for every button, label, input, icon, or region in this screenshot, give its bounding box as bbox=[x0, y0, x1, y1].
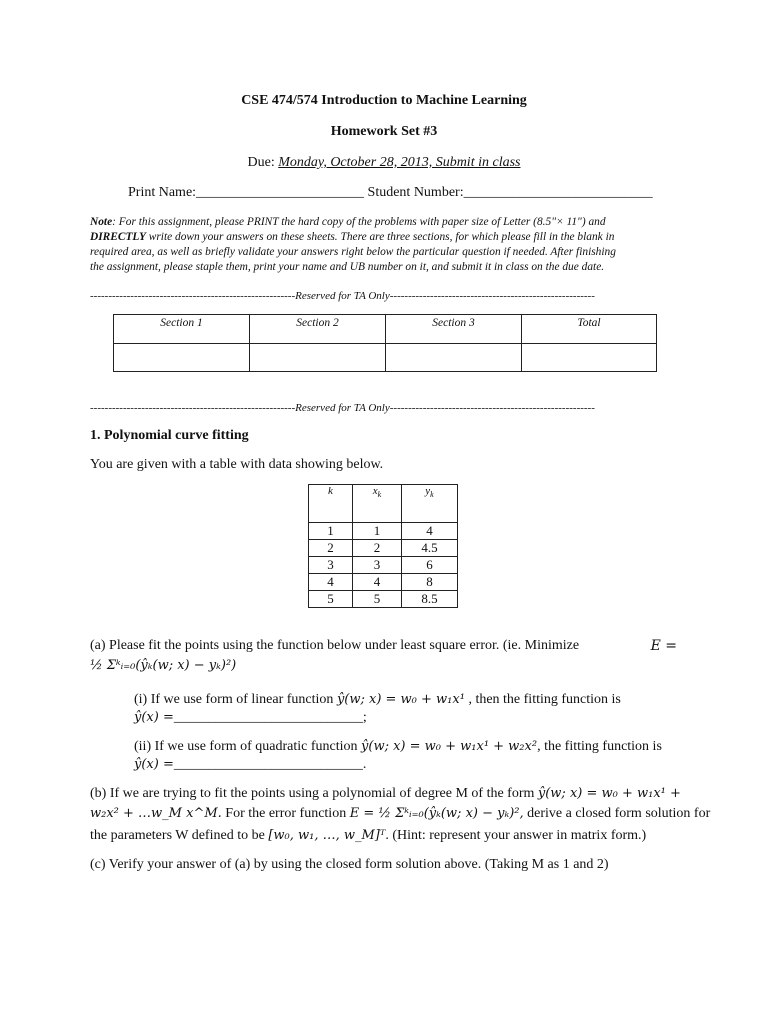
ta-divider-top bbox=[90, 290, 676, 302]
part-b-text-2: For the error function bbox=[225, 806, 347, 821]
due-label: Due: bbox=[247, 155, 275, 170]
table-cell: 4.5 bbox=[402, 540, 458, 557]
part-a-i bbox=[134, 692, 677, 708]
note-line-3: required area, as well as briefly validate your answers right below the particular question if needed. After finishing bbox=[90, 246, 616, 258]
part-a-ii-yhat: ŷ(x) = bbox=[134, 757, 174, 772]
due-date: Monday, October 28, 2013, Submit in class bbox=[278, 155, 521, 170]
table-row bbox=[309, 540, 458, 557]
note-directly: DIRECTLY bbox=[90, 231, 146, 243]
part-b-line-1 bbox=[90, 786, 681, 802]
part-b-text-4: the parameters W defined to be bbox=[90, 828, 265, 843]
header-subscript: k bbox=[430, 490, 434, 500]
part-a-i-answer-blank[interactable]: ___________________________; bbox=[173, 710, 367, 725]
part-b-line-3 bbox=[90, 828, 646, 844]
part-a-i-answer bbox=[134, 710, 367, 726]
divider-dashes: -------------------------------------------------------- bbox=[389, 290, 595, 302]
header-text: k bbox=[328, 485, 333, 497]
divider-dashes: -------------------------------------------------------- bbox=[90, 290, 296, 302]
table-cell: 5 bbox=[353, 591, 402, 608]
part-a-ii-formula: ŷ(w; x) = w₀ + w₁x¹ + w₂x² bbox=[361, 739, 538, 754]
data-header-k bbox=[309, 485, 353, 523]
part-b-error-formula: E = ½ Σᵏᵢ₌₀(ŷₖ(w; x) − yₖ)², bbox=[349, 806, 524, 821]
section-1-intro: You are given with a table with data showing below. bbox=[90, 457, 384, 472]
part-c: (c) Verify your answer of (a) by using the closed form solution above. (Taking M as 1 and 2) bbox=[90, 857, 609, 872]
grade-cell-total[interactable] bbox=[522, 344, 657, 372]
table-cell: 2 bbox=[353, 540, 402, 557]
divider-dashes: -------------------------------------------------------- bbox=[389, 402, 595, 414]
part-b-line-2 bbox=[90, 806, 711, 822]
homework-title: Homework Set #3 bbox=[330, 124, 438, 139]
header-subscript: k bbox=[377, 490, 382, 500]
table-cell: 8 bbox=[402, 574, 458, 591]
course-title: CSE 474/574 Introduction to Machine Learning bbox=[241, 93, 527, 108]
note-paragraph bbox=[90, 215, 680, 275]
part-a-i-text: (i) If we use form of linear function bbox=[134, 692, 334, 707]
divider-text: Reserved for TA Only bbox=[295, 402, 390, 414]
part-a-ii-text-2: , the fitting function is bbox=[537, 739, 662, 754]
student-number-field[interactable]: ___________________________ bbox=[463, 185, 653, 200]
part-b-w-vector: [w₀, w₁, …, w_M]ᵀ bbox=[268, 828, 386, 843]
table-cell: 4 bbox=[402, 523, 458, 540]
part-a-i-text-2: , then the fitting function is bbox=[468, 692, 621, 707]
table-cell: 4 bbox=[353, 574, 402, 591]
table-cell: 6 bbox=[402, 557, 458, 574]
grade-cell-section-3[interactable] bbox=[386, 344, 522, 372]
part-b-formula-2: w₂x² + …w_M x^M. bbox=[90, 806, 222, 821]
print-name-label: Print Name: bbox=[128, 185, 197, 200]
note-line-1: : For this assignment, please PRINT the hard copy of the problems with paper size of Letter (8.5"× 11") and bbox=[112, 216, 606, 228]
table-cell: 2 bbox=[309, 540, 353, 557]
part-b-hint: . (Hint: represent your answer in matrix form.) bbox=[385, 828, 647, 843]
part-a-formula: ½ Σᵏᵢ₌₀(ŷₖ(w; x) − yₖ)²) bbox=[90, 658, 237, 673]
grade-cell-section-2[interactable] bbox=[250, 344, 386, 372]
data-table-body bbox=[309, 523, 458, 608]
table-cell: 8.5 bbox=[402, 591, 458, 608]
grade-header-section-1: Section 1 bbox=[114, 315, 250, 344]
table-row bbox=[309, 523, 458, 540]
table-row bbox=[309, 557, 458, 574]
grade-header-section-2: Section 2 bbox=[250, 315, 386, 344]
ta-divider-bottom bbox=[90, 402, 676, 414]
divider-dashes: -------------------------------------------------------- bbox=[90, 402, 296, 414]
student-number-label: Student Number: bbox=[367, 185, 464, 200]
part-a-i-yhat: ŷ(x) = bbox=[134, 710, 174, 725]
grade-header-total: Total bbox=[522, 315, 657, 344]
table-cell: 4 bbox=[309, 574, 353, 591]
header-text: y bbox=[425, 485, 431, 497]
part-b-text: (b) If we are trying to fit the points using a polynomial of degree M of the form bbox=[90, 786, 535, 801]
part-a-line-1 bbox=[90, 638, 677, 654]
section-1-title: 1. Polynomial curve fitting bbox=[90, 428, 249, 443]
header-text: x bbox=[372, 485, 378, 497]
part-a-ii-answer-blank[interactable]: ___________________________. bbox=[173, 757, 367, 772]
grade-header-section-3: Section 3 bbox=[386, 315, 522, 344]
grade-cell-section-1[interactable] bbox=[114, 344, 250, 372]
part-a-ii-answer bbox=[134, 757, 366, 773]
note-label: Note bbox=[90, 216, 113, 228]
note-line-4: the assignment, please staple them, print your name and UB number on it, and submit it in class on the due date. bbox=[90, 261, 605, 273]
table-cell: 3 bbox=[353, 557, 402, 574]
table-cell: 1 bbox=[309, 523, 353, 540]
part-a-formula-e: E = bbox=[650, 638, 677, 654]
table-cell: 3 bbox=[309, 557, 353, 574]
divider-text: Reserved for TA Only bbox=[295, 290, 390, 302]
print-name-field[interactable]: ________________________ bbox=[196, 185, 365, 200]
grade-table bbox=[113, 314, 657, 372]
table-cell: 5 bbox=[309, 591, 353, 608]
part-a-i-formula: ŷ(w; x) = w₀ + w₁x¹ bbox=[336, 692, 465, 707]
part-a-text: (a) Please fit the points using the function below under least square error. (ie. Minimize bbox=[90, 638, 580, 653]
name-line bbox=[128, 185, 653, 201]
part-b-text-3: derive a closed form solution for bbox=[527, 806, 711, 821]
table-row bbox=[309, 591, 458, 608]
due-line bbox=[0, 155, 768, 171]
note-line-2: write down your answers on these sheets. There are three sections, for which please fill in the blank in bbox=[145, 231, 615, 243]
table-row bbox=[309, 574, 458, 591]
data-header-x bbox=[353, 485, 402, 523]
part-a-ii bbox=[134, 739, 677, 755]
table-cell: 1 bbox=[353, 523, 402, 540]
part-b-formula: ŷ(w; x) = w₀ + w₁x¹ + bbox=[537, 786, 681, 801]
data-table bbox=[308, 484, 458, 608]
data-header-y bbox=[402, 485, 458, 523]
part-a-ii-text: (ii) If we use form of quadratic function bbox=[134, 739, 358, 754]
